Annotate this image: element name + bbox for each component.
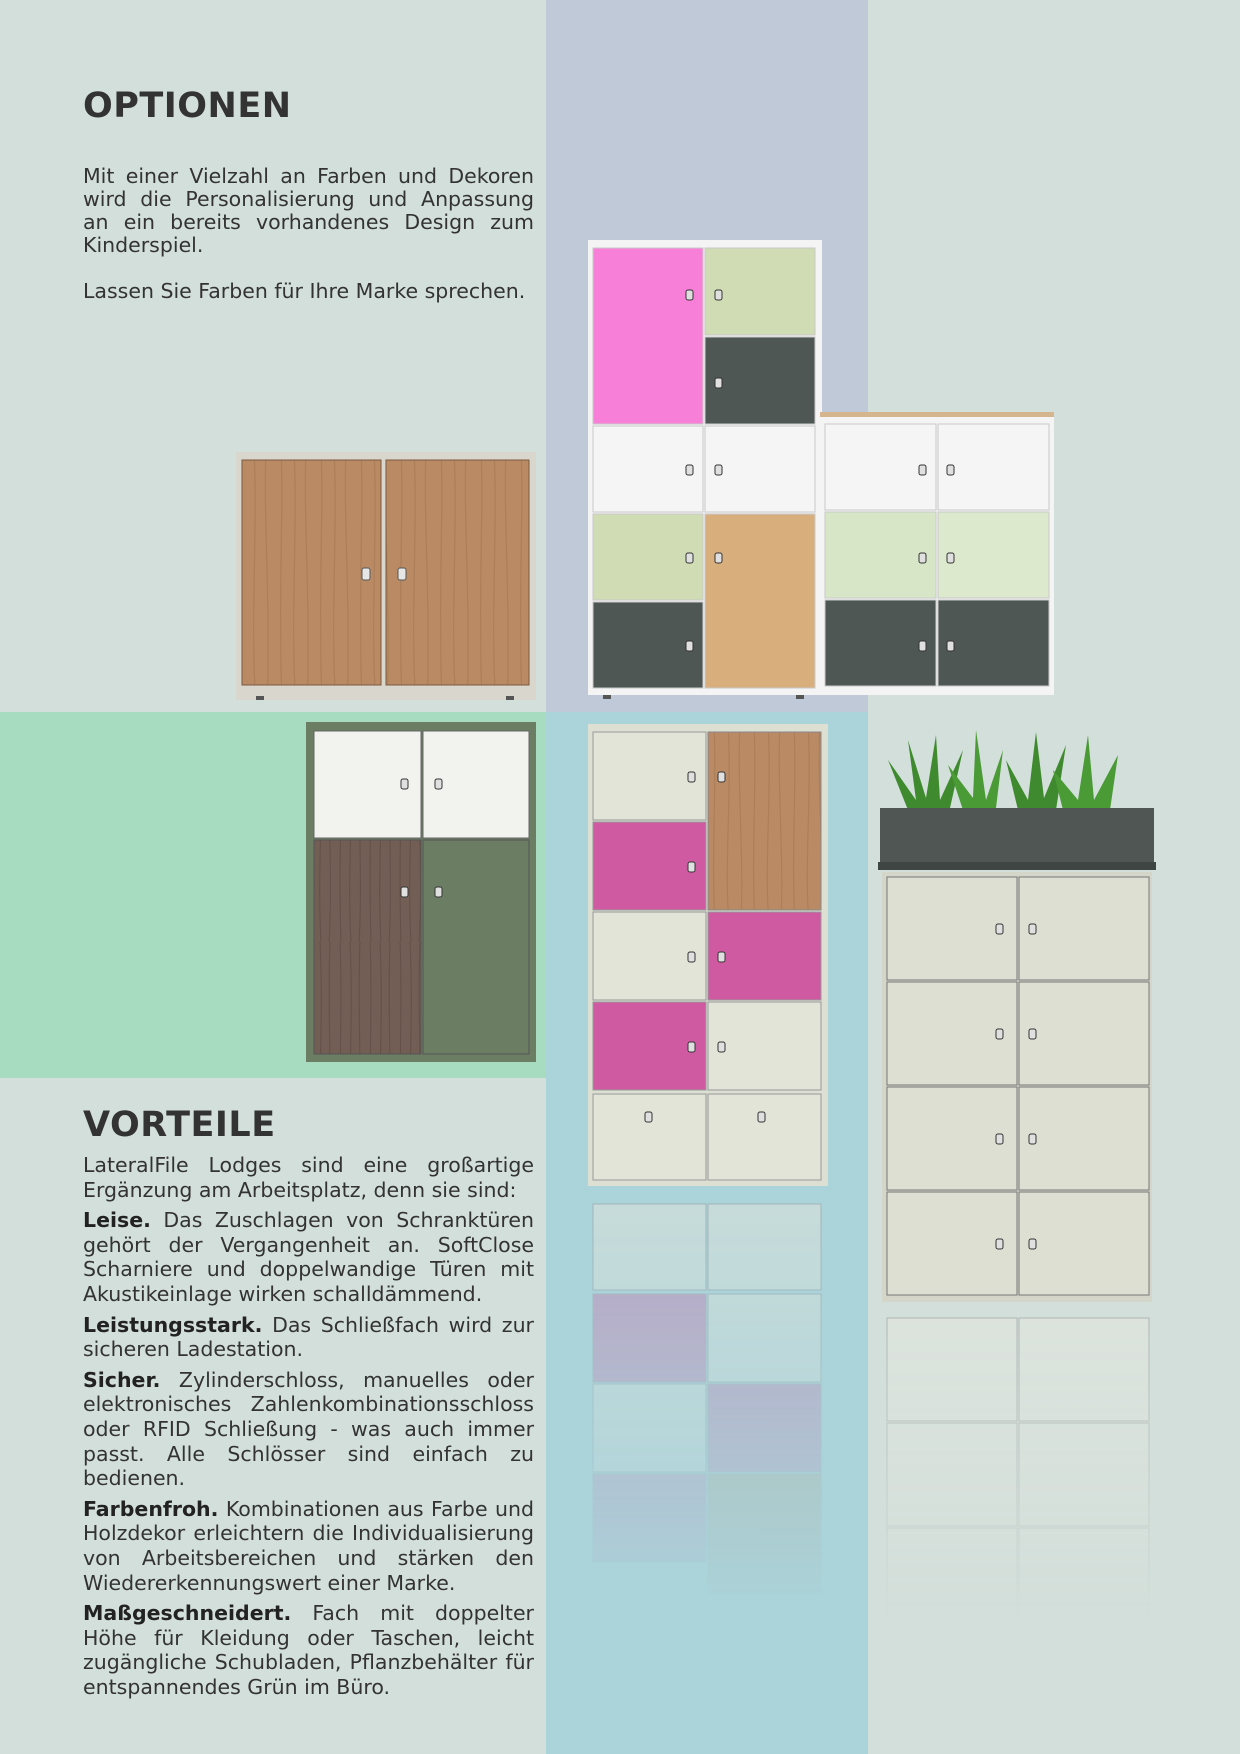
vorteile-item (83, 1368, 534, 1491)
vorteile-intro: LateralFile Lodges sind eine großartige Ergänzung am Arbeitsplatz, denn sie sind: (83, 1153, 534, 1202)
vorteile-item-term: Farbenfroh. (83, 1496, 219, 1521)
optionen-paragraph-1: Mit einer Vielzahl an Farben und Dekoren wird die Personalisierung und Anpassung an ein bereits vorhandenes Design zum Kinderspiel. (83, 164, 534, 257)
green-walnut-cabinet-image (306, 722, 536, 1070)
vorteile-body (83, 1153, 534, 1705)
vorteile-item (83, 1208, 534, 1306)
optionen-heading: OPTIONEN (83, 86, 292, 126)
pink-white-locker-tower-image (588, 724, 828, 1604)
planter-locker-tower-image (878, 720, 1158, 1620)
wood-cabinet-image (236, 450, 536, 710)
color-locker-tower-image (588, 240, 822, 702)
vorteile-item-term: Leistungsstark. (83, 1312, 263, 1337)
vorteile-item-text: Das Schließfach wird zur sicheren Ladestation. (83, 1312, 534, 1362)
vorteile-item (83, 1497, 534, 1595)
optionen-paragraph-2: Lassen Sie Farben für Ihre Marke sprechen. (83, 279, 526, 303)
vorteile-item (83, 1313, 534, 1362)
vorteile-item-term: Sicher. (83, 1367, 161, 1392)
color-locker-low-image (820, 412, 1054, 702)
vorteile-item-text: Fach mit doppelter Höhe für Kleidung oder Taschen, leicht zugängliche Schubladen, Pflanzbehälter für entspannendes Grün im Büro. (83, 1601, 534, 1699)
vorteile-item-text: Zylinderschloss, manuelles oder elektronisches Zahlenkombinationsschloss oder RFID Schließung - was auch immer passt. Alle Schlösser sind einfach zu bedienen. (83, 1367, 534, 1491)
vorteile-heading: VORTEILE (83, 1105, 276, 1145)
vorteile-item-text: Kombinationen aus Farbe und Holzdekor erleichtern die Individualisierung von Arbeitsbereichen und stärken den Wiedererkennungswert einer Marke. (83, 1496, 534, 1595)
plant-icon (888, 730, 1118, 810)
vorteile-item-term: Maßgeschneidert. (83, 1601, 292, 1626)
vorteile-item-text: Das Zuschlagen von Schranktüren gehört der Vergangenheit an. SoftClose Scharniere und doppelwandige Türen mit Akustikeinlage wirken schalldämmend. (83, 1208, 534, 1306)
vorteile-item (83, 1601, 534, 1699)
vorteile-item-term: Leise. (83, 1208, 151, 1233)
